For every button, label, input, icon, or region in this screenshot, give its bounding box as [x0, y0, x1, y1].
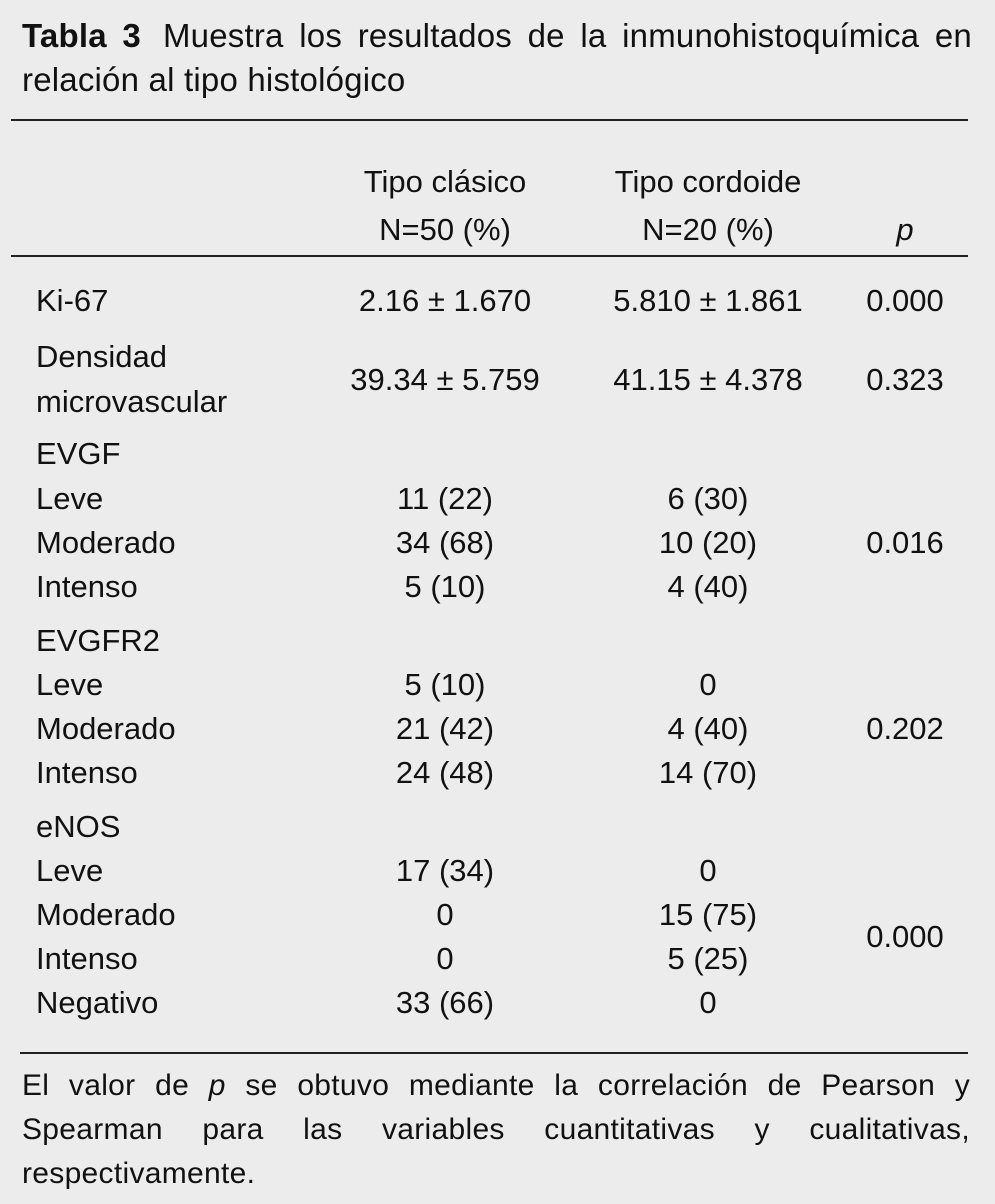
evgfr2-moderado-label: Moderado: [36, 711, 176, 746]
enos-intenso-cordoide: 5 (25): [667, 941, 749, 976]
header-tipo-cordoide-n: N=20 (%): [642, 212, 774, 247]
enos-leve-clasico: 17 (34): [395, 853, 495, 888]
evgfr2-leve-cordoide: 0: [699, 667, 717, 702]
evgfr2-leve-label: Leve: [36, 667, 104, 702]
evgfr2-p: 0.202: [866, 711, 944, 746]
enos-negativo-cordoide: 0: [699, 985, 717, 1020]
densidad-clasico: 39.34 ± 5.759: [350, 362, 540, 397]
evgf-leve-clasico: 11 (22): [397, 481, 493, 516]
densidad-p: 0.323: [866, 362, 944, 397]
header-rule: [11, 255, 968, 257]
ki67-cordoide: 5.810 ± 1.861: [613, 283, 803, 318]
evgfr2-moderado-cordoide: 4 (40): [667, 711, 749, 746]
row-label-microvascular: microvascular: [36, 384, 228, 419]
header-tipo-clasico: Tipo clásico: [363, 164, 527, 199]
evgfr2-leve-clasico: 5 (10): [404, 667, 486, 702]
enos-moderado-label: Moderado: [36, 897, 176, 932]
densidad-cordoide: 41.15 ± 4.378: [613, 362, 803, 397]
bottom-rule: [20, 1052, 968, 1054]
top-rule: [11, 119, 968, 121]
row-label-densidad: Densidad: [36, 339, 167, 374]
footnote-p: p: [208, 1069, 226, 1102]
evgfr2-intenso-label: Intenso: [36, 755, 138, 790]
evgf-intenso-clasico: 5 (10): [404, 569, 486, 604]
enos-leve-cordoide: 0: [699, 853, 717, 888]
enos-moderado-cordoide: 15 (75): [658, 897, 758, 932]
enos-intenso-clasico: 0: [436, 941, 454, 976]
table-footnote: [22, 1064, 970, 1196]
enos-negativo-clasico: 33 (66): [395, 985, 495, 1020]
header-tipo-clasico-n: N=50 (%): [379, 212, 511, 247]
enos-leve-label: Leve: [36, 853, 104, 888]
ki67-p: 0.000: [866, 283, 944, 318]
enos-intenso-label: Intenso: [36, 941, 138, 976]
table-caption: [22, 14, 972, 102]
row-label-evgfr2: EVGFR2: [36, 623, 161, 658]
enos-moderado-clasico: 0: [436, 897, 454, 932]
evgf-leve-label: Leve: [36, 481, 104, 516]
evgf-p: 0.016: [866, 525, 944, 560]
evgf-intenso-label: Intenso: [36, 569, 138, 604]
evgfr2-intenso-clasico: 24 (48): [395, 755, 495, 790]
evgfr2-moderado-clasico: 21 (42): [395, 711, 495, 746]
evgfr2-intenso-cordoide: 14 (70): [658, 755, 758, 790]
header-tipo-cordoide: Tipo cordoide: [614, 164, 802, 199]
evgf-moderado-label: Moderado: [36, 525, 176, 560]
footnote-after: se obtuvo mediante la correlación de Pearson y Spearman para las variables cuantitativas y cualitativas, respectivamente.: [22, 1069, 970, 1190]
header-p: p: [896, 212, 914, 247]
enos-negativo-label: Negativo: [36, 985, 159, 1020]
enos-p: 0.000: [866, 919, 944, 954]
footnote-before: El valor de: [22, 1069, 209, 1102]
caption-text: Muestra los resultados de la inmunohistoquímica en relación al tipo histológico: [22, 17, 972, 98]
row-label-ki67: Ki-67: [36, 283, 109, 318]
evgf-moderado-clasico: 34 (68): [395, 525, 495, 560]
ki67-clasico: 2.16 ± 1.670: [358, 283, 532, 318]
evgf-moderado-cordoide: 10 (20): [658, 525, 758, 560]
evgf-intenso-cordoide: 4 (40): [667, 569, 749, 604]
evgf-leve-cordoide: 6 (30): [667, 481, 749, 516]
row-label-enos: eNOS: [36, 809, 121, 844]
table-number: Tabla 3: [22, 17, 141, 54]
row-label-evgf: EVGF: [36, 436, 121, 471]
